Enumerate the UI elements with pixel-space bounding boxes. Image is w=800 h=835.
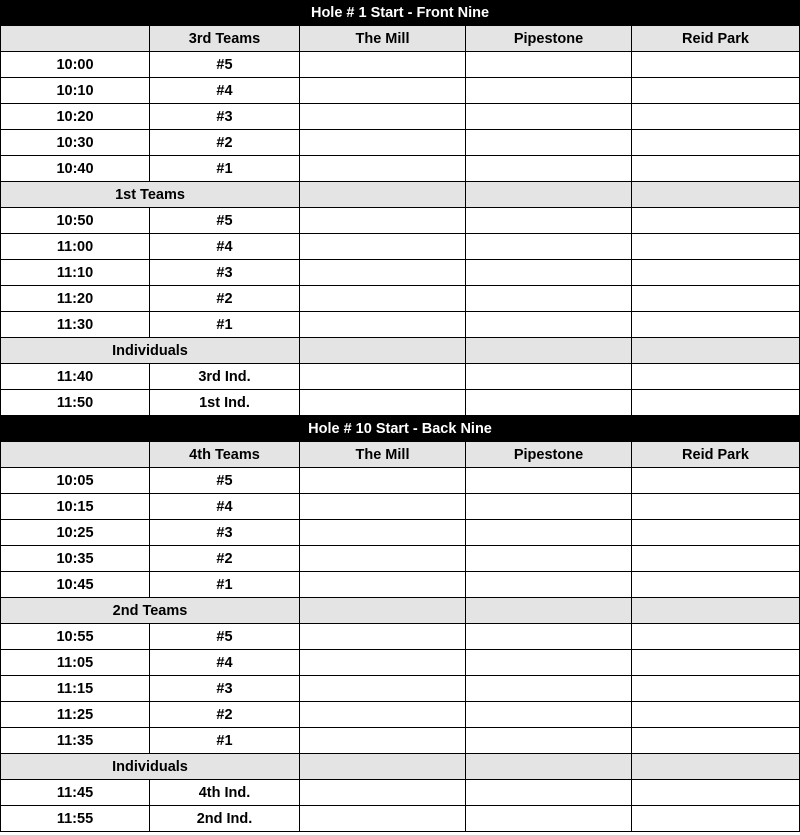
table-row bbox=[0, 130, 800, 156]
score-cell bbox=[300, 624, 466, 650]
team-label: #4 bbox=[150, 494, 300, 520]
score-cell bbox=[466, 650, 632, 676]
tee-time: 10:35 bbox=[0, 546, 150, 572]
header-blank-cell bbox=[0, 26, 150, 52]
team-label: #1 bbox=[150, 572, 300, 598]
score-cell bbox=[632, 104, 800, 130]
score-cell bbox=[632, 468, 800, 494]
tee-time: 10:15 bbox=[0, 494, 150, 520]
score-cell bbox=[300, 728, 466, 754]
score-cell bbox=[466, 520, 632, 546]
tee-time: 11:45 bbox=[0, 780, 150, 806]
header-group-label: 3rd Teams bbox=[150, 26, 300, 52]
course-header: Reid Park bbox=[632, 26, 800, 52]
table-row bbox=[0, 312, 800, 338]
tee-time: 11:00 bbox=[0, 234, 150, 260]
score-cell bbox=[300, 572, 466, 598]
table-row bbox=[0, 286, 800, 312]
table-row bbox=[0, 494, 800, 520]
column-header-row bbox=[0, 26, 800, 52]
course-header: Reid Park bbox=[632, 442, 800, 468]
tee-time: 11:30 bbox=[0, 312, 150, 338]
score-cell bbox=[632, 806, 800, 832]
table-row bbox=[0, 728, 800, 754]
table-row bbox=[0, 208, 800, 234]
group-heading: 1st Teams bbox=[0, 182, 300, 208]
team-label: #2 bbox=[150, 546, 300, 572]
score-cell bbox=[466, 286, 632, 312]
group-heading-row bbox=[0, 182, 800, 208]
score-cell bbox=[632, 494, 800, 520]
heading-blank-cell bbox=[300, 754, 466, 780]
team-label: #2 bbox=[150, 130, 300, 156]
score-cell bbox=[466, 52, 632, 78]
team-label: 1st Ind. bbox=[150, 390, 300, 416]
team-label: #5 bbox=[150, 468, 300, 494]
score-cell bbox=[466, 78, 632, 104]
heading-blank-cell bbox=[466, 598, 632, 624]
tee-time: 10:45 bbox=[0, 572, 150, 598]
group-heading-row bbox=[0, 338, 800, 364]
score-cell bbox=[300, 676, 466, 702]
score-cell bbox=[300, 468, 466, 494]
score-cell bbox=[300, 208, 466, 234]
team-label: #1 bbox=[150, 312, 300, 338]
score-cell bbox=[466, 546, 632, 572]
score-cell bbox=[632, 312, 800, 338]
tee-time: 11:10 bbox=[0, 260, 150, 286]
tee-time: 10:25 bbox=[0, 520, 150, 546]
tee-time: 10:05 bbox=[0, 468, 150, 494]
group-heading: 2nd Teams bbox=[0, 598, 300, 624]
table-row bbox=[0, 624, 800, 650]
team-label: 4th Ind. bbox=[150, 780, 300, 806]
score-cell bbox=[466, 468, 632, 494]
group-heading-row bbox=[0, 754, 800, 780]
score-cell bbox=[300, 234, 466, 260]
score-cell bbox=[632, 702, 800, 728]
tee-time: 10:20 bbox=[0, 104, 150, 130]
table-row bbox=[0, 650, 800, 676]
score-cell bbox=[466, 676, 632, 702]
score-cell bbox=[466, 364, 632, 390]
course-header: Pipestone bbox=[466, 442, 632, 468]
score-cell bbox=[632, 156, 800, 182]
score-cell bbox=[466, 494, 632, 520]
team-label: #4 bbox=[150, 234, 300, 260]
score-cell bbox=[300, 650, 466, 676]
team-label: #3 bbox=[150, 676, 300, 702]
team-label: #3 bbox=[150, 520, 300, 546]
score-cell bbox=[632, 520, 800, 546]
header-group-label: 4th Teams bbox=[150, 442, 300, 468]
team-label: #2 bbox=[150, 702, 300, 728]
team-label: #4 bbox=[150, 650, 300, 676]
score-cell bbox=[466, 156, 632, 182]
score-cell bbox=[300, 52, 466, 78]
score-cell bbox=[466, 624, 632, 650]
score-cell bbox=[632, 234, 800, 260]
team-label: #1 bbox=[150, 728, 300, 754]
score-cell bbox=[466, 390, 632, 416]
score-cell bbox=[300, 260, 466, 286]
heading-blank-cell bbox=[466, 182, 632, 208]
score-cell bbox=[632, 286, 800, 312]
table-row bbox=[0, 468, 800, 494]
score-cell bbox=[466, 104, 632, 130]
group-heading-row bbox=[0, 598, 800, 624]
team-label: #5 bbox=[150, 208, 300, 234]
score-cell bbox=[300, 364, 466, 390]
team-label: #1 bbox=[150, 156, 300, 182]
score-cell bbox=[466, 130, 632, 156]
header-blank-cell bbox=[0, 442, 150, 468]
score-cell bbox=[632, 780, 800, 806]
score-cell bbox=[632, 650, 800, 676]
table-row bbox=[0, 702, 800, 728]
tee-time: 11:20 bbox=[0, 286, 150, 312]
course-header: The Mill bbox=[300, 26, 466, 52]
table-row bbox=[0, 156, 800, 182]
tee-time: 10:40 bbox=[0, 156, 150, 182]
section-banner: Hole # 10 Start - Back Nine bbox=[0, 416, 800, 442]
score-cell bbox=[300, 104, 466, 130]
column-header-row bbox=[0, 442, 800, 468]
score-cell bbox=[300, 546, 466, 572]
score-cell bbox=[632, 78, 800, 104]
table-row bbox=[0, 572, 800, 598]
table-row bbox=[0, 52, 800, 78]
score-cell bbox=[632, 390, 800, 416]
tee-time: 11:40 bbox=[0, 364, 150, 390]
tee-time: 11:35 bbox=[0, 728, 150, 754]
heading-blank-cell bbox=[466, 338, 632, 364]
score-cell bbox=[466, 312, 632, 338]
score-cell bbox=[632, 728, 800, 754]
score-cell bbox=[300, 286, 466, 312]
table-row bbox=[0, 234, 800, 260]
score-cell bbox=[300, 312, 466, 338]
score-cell bbox=[632, 130, 800, 156]
heading-blank-cell bbox=[632, 598, 800, 624]
score-cell bbox=[632, 52, 800, 78]
score-cell bbox=[466, 780, 632, 806]
team-label: #5 bbox=[150, 52, 300, 78]
team-label: #2 bbox=[150, 286, 300, 312]
score-cell bbox=[632, 624, 800, 650]
table-row bbox=[0, 390, 800, 416]
section-banner: Hole # 1 Start - Front Nine bbox=[0, 0, 800, 26]
tee-time: 10:30 bbox=[0, 130, 150, 156]
tee-time: 11:15 bbox=[0, 676, 150, 702]
heading-blank-cell bbox=[632, 754, 800, 780]
tee-time: 10:55 bbox=[0, 624, 150, 650]
table-row bbox=[0, 676, 800, 702]
score-cell bbox=[466, 208, 632, 234]
tee-time: 11:50 bbox=[0, 390, 150, 416]
heading-blank-cell bbox=[300, 598, 466, 624]
heading-blank-cell bbox=[466, 754, 632, 780]
score-cell bbox=[466, 572, 632, 598]
table-row bbox=[0, 546, 800, 572]
score-cell bbox=[632, 572, 800, 598]
tee-time: 10:50 bbox=[0, 208, 150, 234]
table-row bbox=[0, 104, 800, 130]
score-cell bbox=[632, 208, 800, 234]
tee-time: 11:05 bbox=[0, 650, 150, 676]
table-row bbox=[0, 520, 800, 546]
score-cell bbox=[300, 494, 466, 520]
table-row bbox=[0, 364, 800, 390]
score-cell bbox=[300, 156, 466, 182]
score-cell bbox=[300, 702, 466, 728]
heading-blank-cell bbox=[300, 182, 466, 208]
tee-time: 10:10 bbox=[0, 78, 150, 104]
score-cell bbox=[466, 806, 632, 832]
course-header: Pipestone bbox=[466, 26, 632, 52]
team-label: #5 bbox=[150, 624, 300, 650]
team-label: 3rd Ind. bbox=[150, 364, 300, 390]
score-cell bbox=[632, 546, 800, 572]
score-cell bbox=[632, 676, 800, 702]
score-cell bbox=[300, 130, 466, 156]
score-cell bbox=[632, 260, 800, 286]
table-row bbox=[0, 806, 800, 832]
team-label: 2nd Ind. bbox=[150, 806, 300, 832]
table-row bbox=[0, 260, 800, 286]
score-cell bbox=[466, 728, 632, 754]
score-cell bbox=[300, 78, 466, 104]
score-cell bbox=[300, 806, 466, 832]
heading-blank-cell bbox=[300, 338, 466, 364]
table-row bbox=[0, 78, 800, 104]
course-header: The Mill bbox=[300, 442, 466, 468]
team-label: #3 bbox=[150, 260, 300, 286]
score-cell bbox=[300, 520, 466, 546]
group-heading: Individuals bbox=[0, 338, 300, 364]
score-cell bbox=[466, 702, 632, 728]
table-row bbox=[0, 780, 800, 806]
score-cell bbox=[300, 780, 466, 806]
tee-time: 10:00 bbox=[0, 52, 150, 78]
tee-time: 11:55 bbox=[0, 806, 150, 832]
score-cell bbox=[466, 260, 632, 286]
group-heading: Individuals bbox=[0, 754, 300, 780]
heading-blank-cell bbox=[632, 182, 800, 208]
team-label: #3 bbox=[150, 104, 300, 130]
score-cell bbox=[466, 234, 632, 260]
heading-blank-cell bbox=[632, 338, 800, 364]
team-label: #4 bbox=[150, 78, 300, 104]
tee-time: 11:25 bbox=[0, 702, 150, 728]
score-cell bbox=[300, 390, 466, 416]
score-cell bbox=[632, 364, 800, 390]
